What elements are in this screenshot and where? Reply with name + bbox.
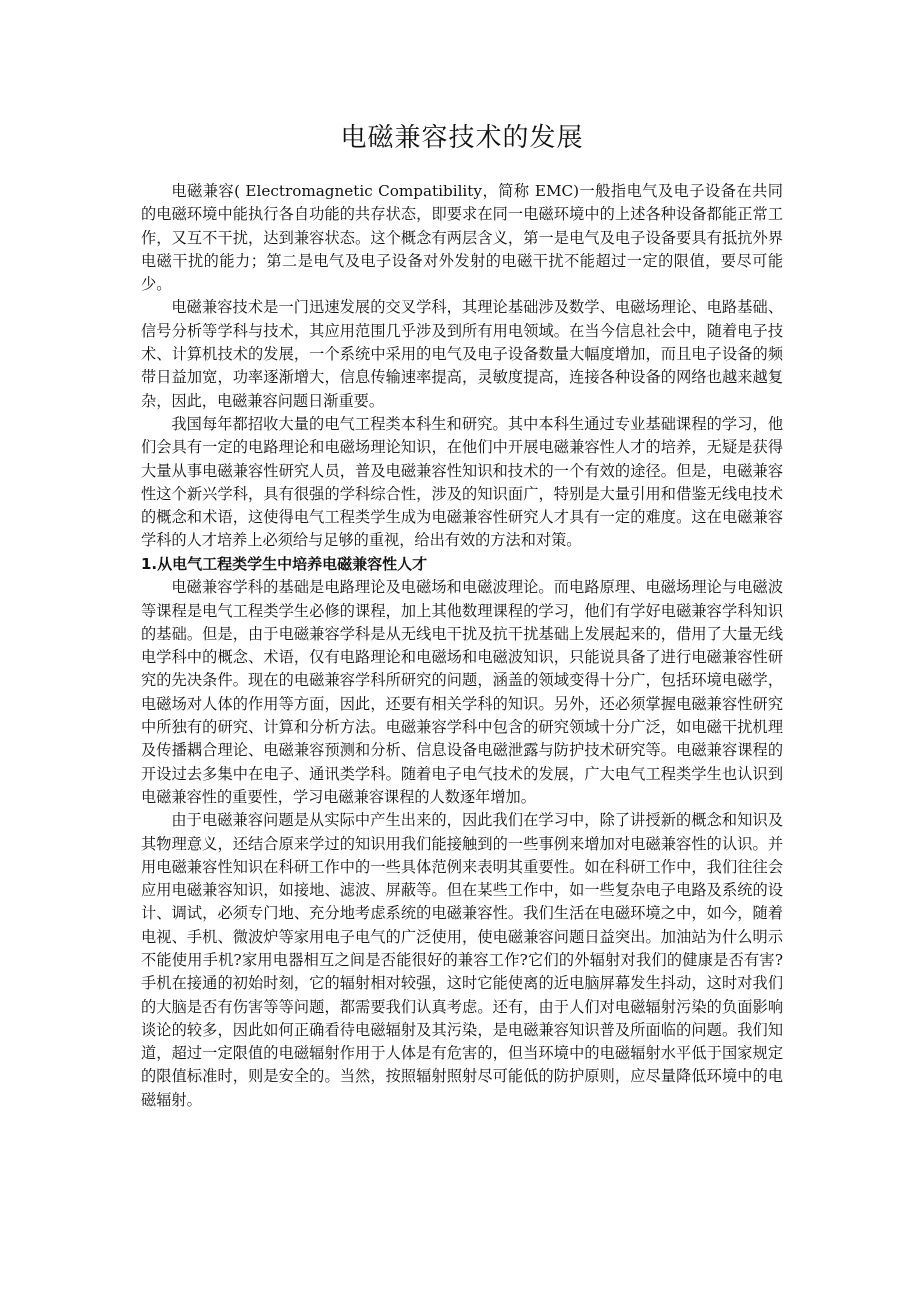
section-paragraph: 由于电磁兼容问题是从实际中产生出来的，因此我们在学习中，除了讲授新的概念和知识及其物理意义，还结合原来学过的知识用我们能接触到的一些事例来增加对电磁兼容性的认识。并用电磁兼容性知识在科研工作中的一些具体范例来表明其重要性。如在科研工作中，我们往往会应用电磁兼容知识，如接地、滤波、屏蔽等。但在某些工作中，如一些复杂电子电路及系统的设计、调试，必须专门地、充分地考虑系统的电磁兼容性。我们生活在电磁环境之中，如今，随着电视、手机、微波炉等家用电子电气的广泛使用，使电磁兼容问题日益突出。加油站为什么明示不能使用手机?家用电器相互之间是否能很好的兼容工作?它们的外辐射对我们的健康是否有害?手机在接通的初始时刻，它的辐射相对较强，这时它能使离的近电脑屏幕发生抖动，这时对我们的大脑是否有伤害等等问题，都需要我们认真考虑。还有，由于人们对电磁辐射污染的负面影响谈论的较多，因此如何正确看待电磁辐射及其污染，是电磁兼容知识普及所面临的问题。我们知道，超过一定限值的电磁辐射作用于人体是有危害的，但当环境中的电磁辐射水平低于国家规定的限值标准时，则是安全的。当然，按照辐射照射尽可能低的防护原则，应尽量降低环境中的电磁辐射。 [141,811,783,1109]
intro-paragraph: 电磁兼容技术是一门迅速发展的交叉学科，其理论基础涉及数学、电磁场理论、电路基础、信号分析等学科与技术，其应用范围几乎涉及到所有用电领域。在当今信息社会中，随着电子技术、计算机技术的发展，一个系统中采用的电气及电子设备数量大幅度增加，而且电子设备的频带日益加宽，功率逐渐增大，信息传输速率提高，灵敏度提高，连接各种设备的网络也越来越复杂，因此，电磁兼容问题日渐重要。 [141,298,783,410]
document-body [141,180,783,1112]
section-heading: 1.从电气工程类学生中培养电磁兼容性人才 [141,554,428,573]
section-paragraph: 电磁兼容学科的基础是电路理论及电磁场和电磁波理论。而电路原理、电磁场理论与电磁波等课程是电气工程类学生必修的课程，加上其他数理课程的学习，他们有学好电磁兼容学科知识的基础。但是，由于电磁兼容学科是从无线电干扰及抗干扰基础上发展起来的，借用了大量无线电学科中的概念、术语，仅有电路理论和电磁场和电磁波知识，只能说具备了进行电磁兼容性研究的先决条件。现在的电磁兼容学科所研究的问题，涵盖的领域变得十分广，包括环境电磁学，电磁场对人体的作用等方面，因此，还要有相关学科的知识。另外，还必须掌握电磁兼容性研究中所独有的研究、计算和分析方法。电磁兼容学科中包含的研究领域十分广泛，如电磁干扰机理及传播耦合理论、电磁兼容预测和分析、信息设备电磁泄露与防护技术研究等。电磁兼容课程的开设过去多集中在电子、通讯类学科。随着电子电气技术的发展，广大电气工程类学生也认识到电磁兼容性的重要性，学习电磁兼容课程的人数逐年增加。 [141,578,783,806]
document-page [141,0,783,1112]
intro-paragraph: 电磁兼容( Electromagnetic Compatibility，简称 EMC)一般指电气及电子设备在共同的电磁环境中能执行各自功能的共存状态，即要求在同一电磁环境中的上述各种设备都能正常工作，又互不干扰，达到兼容状态。这个概念有两层含义，第一是电气及电子设备要具有抵抗外界电磁干扰的能力；第二是电气及电子设备对外发射的电磁干扰不能超过一定的限值，要尽可能少。 [141,182,783,294]
intro-paragraph: 我国每年都招收大量的电气工程类本科生和研究。其中本科生通过专业基础课程的学习，他们会具有一定的电路理论和电磁场理论知识，在他们中开展电磁兼容性人才的培养，无疑是获得大量从事电磁兼容性研究人员，普及电磁兼容性知识和技术的一个有效的途径。但是，电磁兼容性这个新兴学科，具有很强的学科综合性，涉及的知识面广，特别是大量引用和借鉴无线电技术的概念和术语，这使得电气工程类学生成为电磁兼容性研究人才具有一定的难度。这在电磁兼容学科的人才培养上必须给与足够的重视，给出有效的方法和对策。 [141,414,783,550]
document-title: 电磁兼容技术的发展 [340,123,584,153]
